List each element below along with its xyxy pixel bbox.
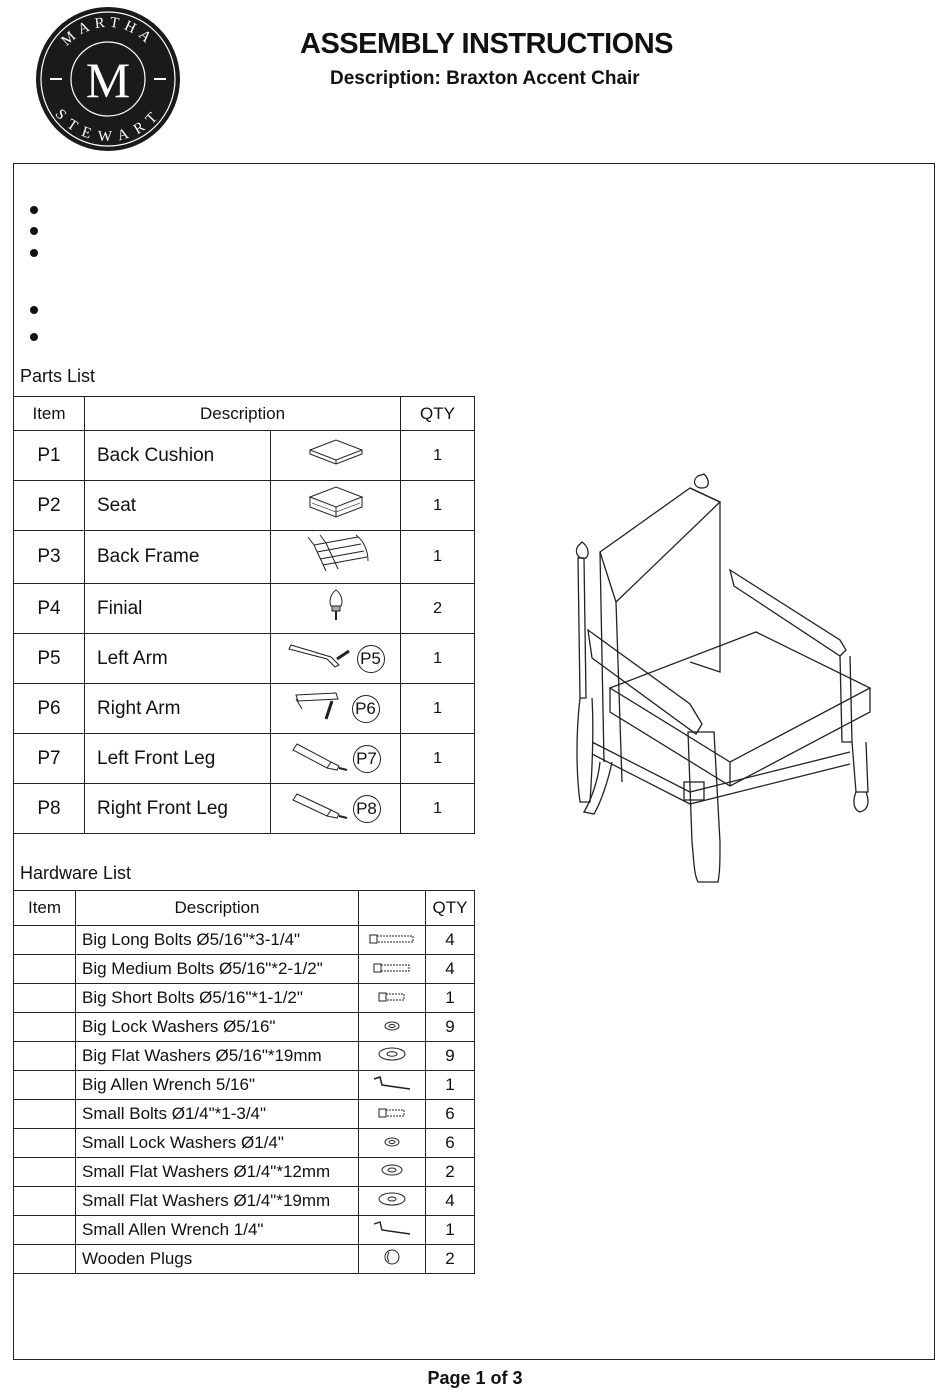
part-name: Right Arm xyxy=(85,684,271,734)
part-row xyxy=(14,634,475,684)
hardware-item xyxy=(14,1100,76,1129)
bullet-2 xyxy=(30,227,38,235)
hardware-item xyxy=(14,1187,76,1216)
part-tag: P6 xyxy=(352,695,380,723)
part-qty: 1 xyxy=(401,481,475,531)
part-row xyxy=(14,531,475,584)
hardware-header-qty: QTY xyxy=(426,891,475,926)
hardware-row xyxy=(14,1245,475,1274)
part-row xyxy=(14,584,475,634)
part-row xyxy=(14,684,475,734)
hardware-item xyxy=(14,1042,76,1071)
part-qty: 1 xyxy=(401,634,475,684)
hardware-row xyxy=(14,1071,475,1100)
hardware-row xyxy=(14,955,475,984)
logo-text-top: MARTHA xyxy=(58,14,158,50)
right-arm-icon xyxy=(292,689,348,729)
hardware-name: Big Allen Wrench 5/16" xyxy=(76,1071,359,1100)
medium-bolt-icon xyxy=(373,959,411,978)
hardware-item xyxy=(14,1216,76,1245)
part-name: Left Arm xyxy=(85,634,271,684)
part-qty: 2 xyxy=(401,584,475,634)
hardware-row xyxy=(14,1187,475,1216)
parts-header-qty: QTY xyxy=(401,397,475,431)
document-description: Description: Braxton Accent Chair xyxy=(330,68,640,89)
hardware-qty: 4 xyxy=(426,955,475,984)
hardware-item xyxy=(14,926,76,955)
hardware-name: Small Allen Wrench 1/4" xyxy=(76,1216,359,1245)
parts-header-description: Description xyxy=(85,397,401,431)
part-name: Back Frame xyxy=(85,531,271,584)
left-arm-icon xyxy=(287,641,353,677)
long-bolt-icon xyxy=(369,930,415,949)
part-item: P6 xyxy=(14,684,85,734)
part-tag: P8 xyxy=(353,795,381,823)
hardware-list-title: Hardware List xyxy=(20,863,132,883)
small-allen-wrench-icon xyxy=(372,1221,412,1240)
bullet-4 xyxy=(30,306,38,314)
hardware-item xyxy=(14,984,76,1013)
hardware-name: Big Long Bolts Ø5/16"*3-1/4" xyxy=(76,926,359,955)
hardware-header-description: Description xyxy=(76,891,359,926)
bullet-1 xyxy=(30,206,38,214)
back-frame-icon xyxy=(300,531,372,577)
left-front-leg-icon xyxy=(291,740,349,778)
hardware-name: Big Flat Washers Ø5/16"*19mm xyxy=(76,1042,359,1071)
small-lock-washer-icon xyxy=(383,1133,401,1152)
short-bolt-icon xyxy=(378,988,406,1007)
wooden-plug-icon xyxy=(383,1251,401,1270)
hardware-qty: 6 xyxy=(426,1129,475,1158)
bullet-5 xyxy=(30,333,38,341)
finial-icon xyxy=(324,588,348,624)
part-name: Left Front Leg xyxy=(85,734,271,784)
part-row xyxy=(14,784,475,834)
part-name: Finial xyxy=(85,584,271,634)
logo-letter: M xyxy=(85,52,131,108)
hardware-name: Small Lock Washers Ø1/4" xyxy=(76,1129,359,1158)
part-item: P8 xyxy=(14,784,85,834)
hardware-row xyxy=(14,1129,475,1158)
hardware-row xyxy=(14,1216,475,1245)
parts-list-title: Parts List xyxy=(20,366,96,386)
small-bolt-icon xyxy=(378,1104,406,1123)
part-row xyxy=(14,481,475,531)
hardware-qty: 4 xyxy=(426,1187,475,1216)
hardware-item xyxy=(14,1245,76,1274)
hardware-row xyxy=(14,926,475,955)
part-item: P5 xyxy=(14,634,85,684)
part-item: P7 xyxy=(14,734,85,784)
logo-text-bottom: STEWART xyxy=(51,106,165,146)
hardware-item xyxy=(14,1013,76,1042)
hardware-name: Small Flat Washers Ø1/4"*12mm xyxy=(76,1158,359,1187)
parts-table xyxy=(13,396,475,834)
hardware-item xyxy=(14,1071,76,1100)
martha-stewart-logo xyxy=(34,5,182,153)
part-name: Back Cushion xyxy=(85,431,271,481)
part-tag: P7 xyxy=(353,745,381,773)
hardware-item xyxy=(14,1158,76,1187)
part-item: P3 xyxy=(14,531,85,584)
hardware-qty: 6 xyxy=(426,1100,475,1129)
assembled-chair-icon xyxy=(570,462,880,892)
hardware-header-picture xyxy=(359,891,426,926)
parts-header-item: Item xyxy=(14,397,85,431)
part-qty: 1 xyxy=(401,734,475,784)
part-qty: 1 xyxy=(401,684,475,734)
bullet-3 xyxy=(30,249,38,257)
hardware-qty: 9 xyxy=(426,1042,475,1071)
hardware-qty: 4 xyxy=(426,926,475,955)
flat-washer-icon xyxy=(377,1047,407,1066)
hardware-item xyxy=(14,955,76,984)
back-cushion-icon xyxy=(306,436,366,470)
hardware-row xyxy=(14,1013,475,1042)
hardware-table xyxy=(13,890,475,1274)
hardware-name: Small Flat Washers Ø1/4"*19mm xyxy=(76,1187,359,1216)
part-name: Right Front Leg xyxy=(85,784,271,834)
hardware-item xyxy=(14,1129,76,1158)
hardware-qty: 1 xyxy=(426,1071,475,1100)
small-flat-washer-icon xyxy=(380,1162,404,1181)
small-flat-washer-large-icon xyxy=(377,1192,407,1211)
seat-icon xyxy=(306,483,366,523)
part-row xyxy=(14,734,475,784)
hardware-name: Wooden Plugs xyxy=(76,1245,359,1274)
part-item: P4 xyxy=(14,584,85,634)
part-qty: 1 xyxy=(401,531,475,584)
hardware-qty: 2 xyxy=(426,1245,475,1274)
hardware-qty: 9 xyxy=(426,1013,475,1042)
hardware-qty: 1 xyxy=(426,984,475,1013)
part-qty: 1 xyxy=(401,431,475,481)
hardware-row xyxy=(14,984,475,1013)
hardware-row xyxy=(14,1042,475,1071)
hardware-qty: 2 xyxy=(426,1158,475,1187)
allen-wrench-icon xyxy=(372,1076,412,1095)
hardware-name: Small Bolts Ø1/4"*1-3/4" xyxy=(76,1100,359,1129)
hardware-name: Big Short Bolts Ø5/16"*1-1/2" xyxy=(76,984,359,1013)
part-tag: P5 xyxy=(357,645,385,673)
hardware-row xyxy=(14,1158,475,1187)
part-qty: 1 xyxy=(401,784,475,834)
hardware-header-item: Item xyxy=(14,891,76,926)
part-item: P2 xyxy=(14,481,85,531)
page-number: Page 1 of 3 xyxy=(427,1368,523,1388)
part-name: Seat xyxy=(85,481,271,531)
hardware-name: Big Lock Washers Ø5/16" xyxy=(76,1013,359,1042)
hardware-name: Big Medium Bolts Ø5/16"*2-1/2" xyxy=(76,955,359,984)
part-item: P1 xyxy=(14,431,85,481)
hardware-row xyxy=(14,1100,475,1129)
lock-washer-icon xyxy=(383,1017,401,1036)
document-title: ASSEMBLY INSTRUCTIONS xyxy=(300,28,673,60)
right-front-leg-icon xyxy=(291,790,349,828)
hardware-qty: 1 xyxy=(426,1216,475,1245)
part-row xyxy=(14,431,475,481)
